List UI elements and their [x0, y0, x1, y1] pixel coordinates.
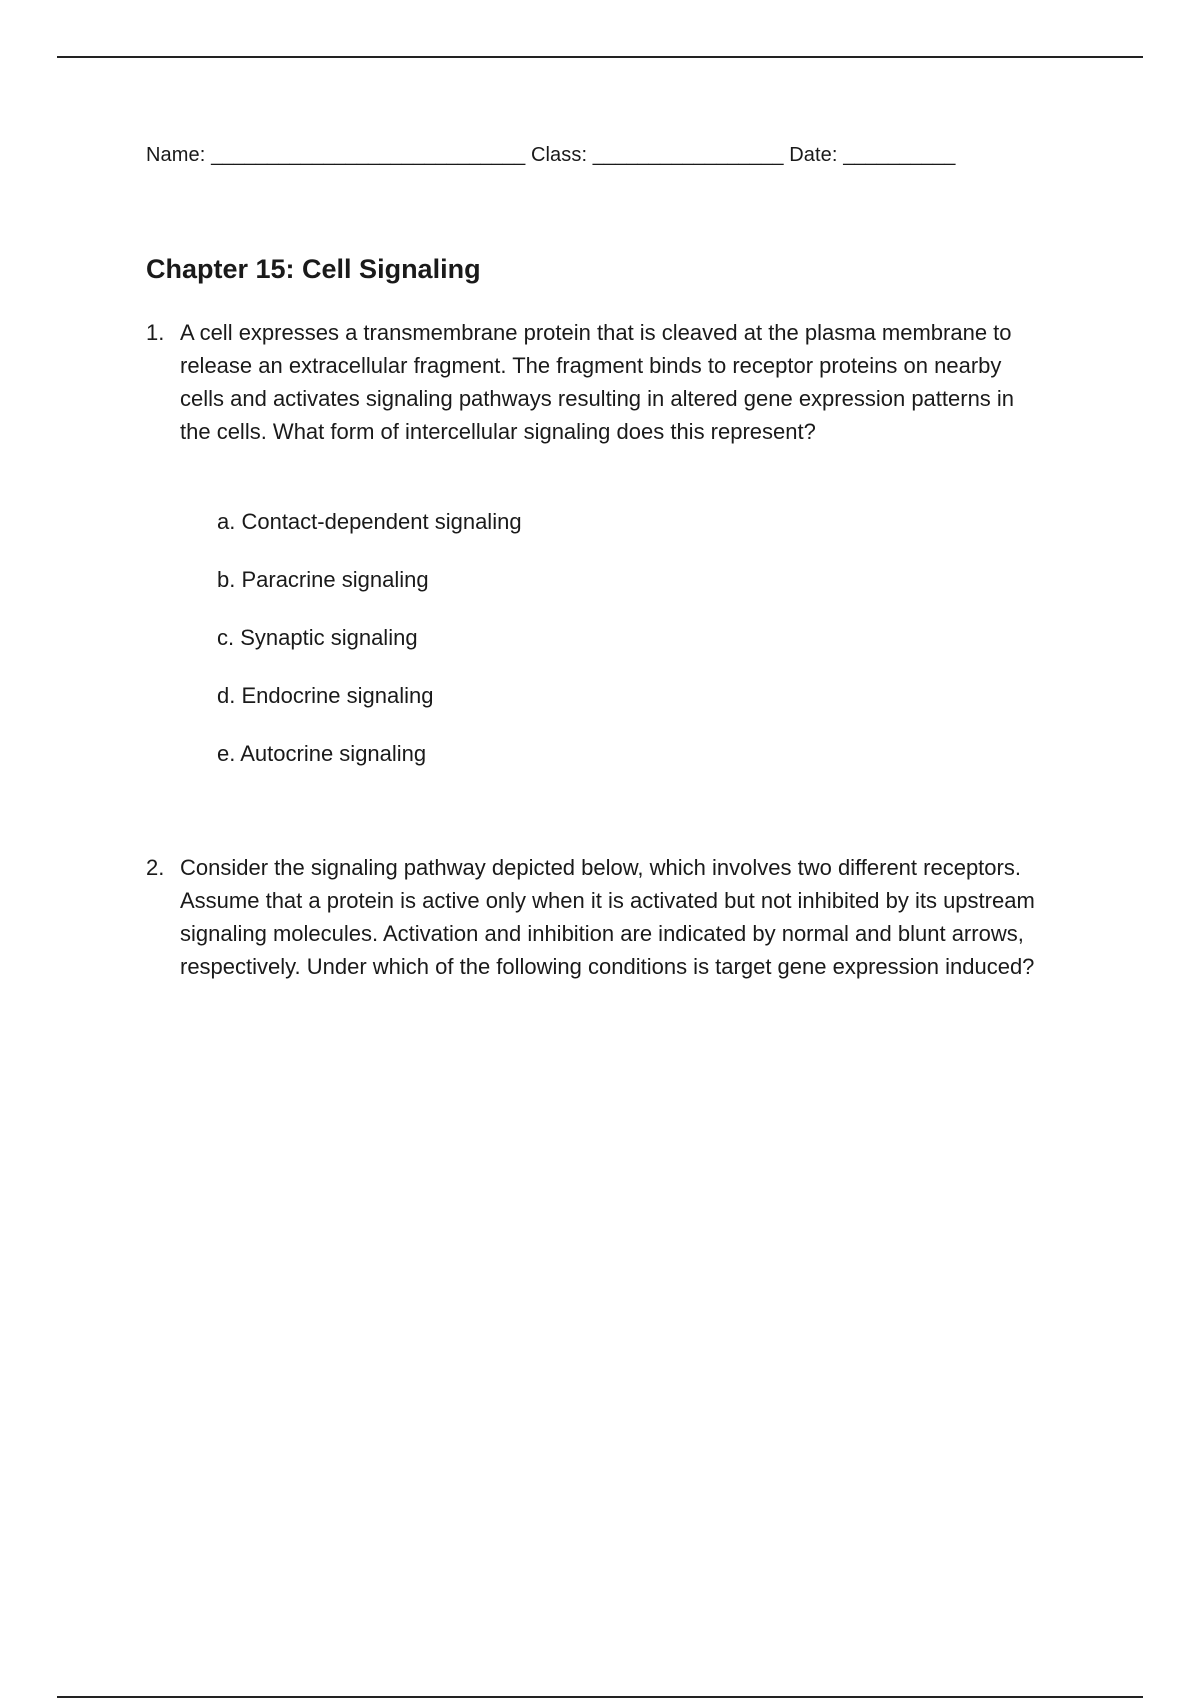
question-1	[146, 316, 1046, 448]
option-a: a. Contact-dependent signaling	[217, 509, 522, 534]
question-number: 1.	[146, 320, 165, 345]
option-c: c. Synaptic signaling	[217, 625, 418, 650]
bottom-divider	[57, 1696, 1143, 1698]
question-number: 2.	[146, 855, 165, 880]
top-divider	[57, 56, 1143, 58]
answer-options	[217, 505, 522, 795]
option-d: d. Endocrine signaling	[217, 683, 434, 708]
option-b: b. Paracrine signaling	[217, 567, 429, 592]
option-e: e. Autocrine signaling	[217, 741, 427, 766]
question-text: Consider the signaling pathway depicted below, which involves two different receptors. Assume that a protein is active only when it is activated but not inhibited by its upstream signaling molecules. Activation and inhibition are indicated by normal and blunt arrows, respectively. Under which of the following conditions is target gene expression induced?	[180, 855, 1035, 979]
question-2	[146, 851, 1046, 983]
name-class-date-line: Name: ____________________________ Class: _________________ Date: __________	[146, 144, 956, 166]
chapter-title: Chapter 15: Cell Signaling	[146, 254, 481, 284]
question-text: A cell expresses a transmembrane protein that is cleaved at the plasma membrane to release an extracellular fragment. The fragment binds to receptor proteins on nearby cells and activates signaling pathways resulting in altered gene expression patterns in the cells. What form of intercellular signaling does this represent?	[180, 320, 1015, 444]
